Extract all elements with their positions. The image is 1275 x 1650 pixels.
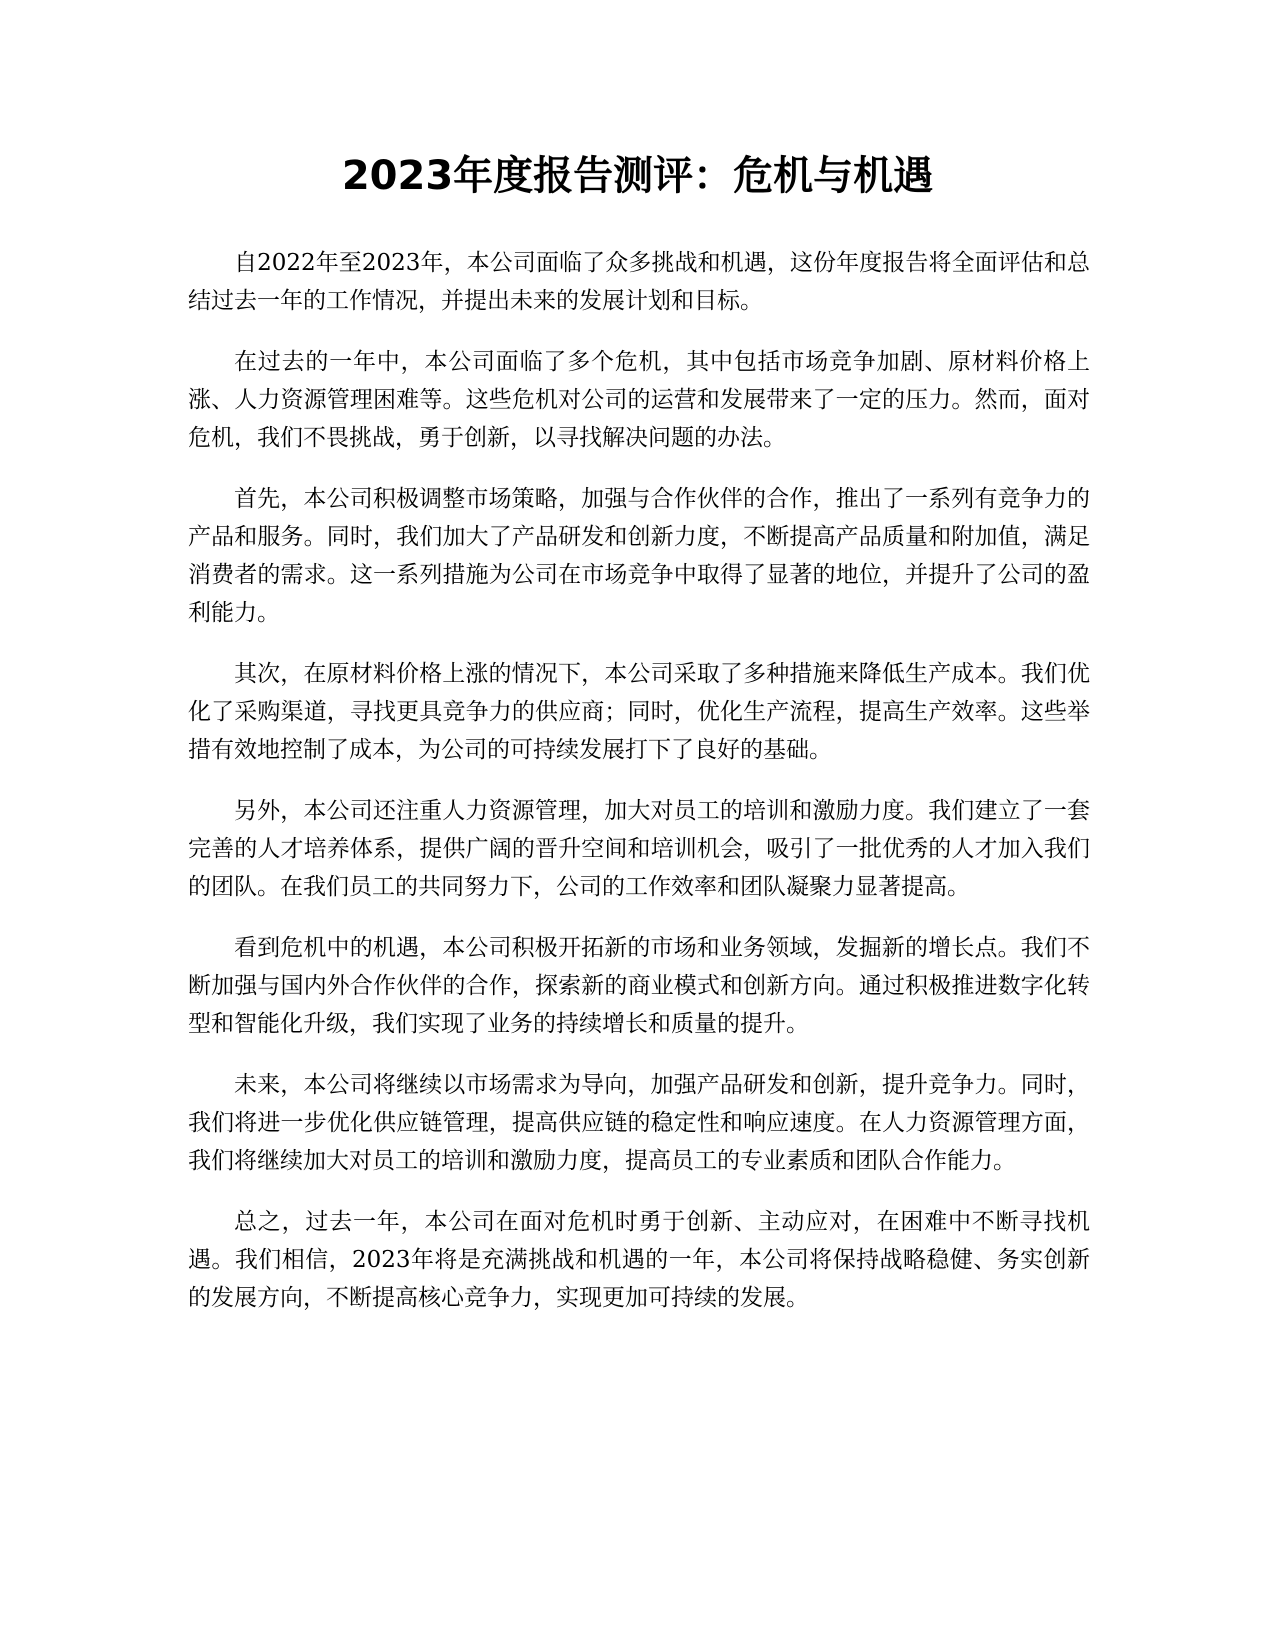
document-title: 2023年度报告测评：危机与机遇 bbox=[341, 153, 934, 199]
paragraph-8: 总之，过去一年，本公司在面对危机时勇于创新、主动应对，在困难中不断寻找机遇。我们相信，2023年将是充满挑战和机遇的一年，本公司将保持战略稳健、务实创新的发展方向，不断提高核心竞争力，实现更加可持续的发展。 bbox=[188, 1209, 1090, 1311]
paragraph-3: 首先，本公司积极调整市场策略，加强与合作伙伴的合作，推出了一系列有竞争力的产品和服务。同时，我们加大了产品研发和创新力度，不断提高产品质量和附加值，满足消费者的需求。这一系列措施为公司在市场竞争中取得了显著的地位，并提升了公司的盈利能力。 bbox=[188, 486, 1090, 626]
paragraph-7: 未来，本公司将继续以市场需求为导向，加强产品研发和创新，提升竞争力。同时，我们将进一步优化供应链管理，提高供应链的稳定性和响应速度。在人力资源管理方面，我们将继续加大对员工的培训和激励力度，提高员工的专业素质和团队合作能力。 bbox=[188, 1072, 1090, 1174]
paragraph-4: 其次，在原材料价格上涨的情况下，本公司采取了多种措施来降低生产成本。我们优化了采购渠道，寻找更具竞争力的供应商；同时，优化生产流程，提高生产效率。这些举措有效地控制了成本，为公司的可持续发展打下了良好的基础。 bbox=[188, 661, 1090, 763]
paragraph-1: 自2022年至2023年，本公司面临了众多挑战和机遇，这份年度报告将全面评估和总结过去一年的工作情况，并提出未来的发展计划和目标。 bbox=[188, 250, 1090, 314]
paragraph-6: 看到危机中的机遇，本公司积极开拓新的市场和业务领域，发掘新的增长点。我们不断加强与国内外合作伙伴的合作，探索新的商业模式和创新方向。通过积极推进数字化转型和智能化升级，我们实现了业务的持续增长和质量的提升。 bbox=[188, 935, 1090, 1037]
document-body bbox=[188, 244, 1090, 1340]
paragraph-5: 另外，本公司还注重人力资源管理，加大对员工的培训和激励力度。我们建立了一套完善的人才培养体系，提供广阔的晋升空间和培训机会，吸引了一批优秀的人才加入我们的团队。在我们员工的共同努力下，公司的工作效率和团队凝聚力显著提高。 bbox=[188, 798, 1090, 900]
paragraph-2: 在过去的一年中，本公司面临了多个危机，其中包括市场竞争加剧、原材料价格上涨、人力资源管理困难等。这些危机对公司的运营和发展带来了一定的压力。然而，面对危机，我们不畏挑战，勇于创新，以寻找解决问题的办法。 bbox=[188, 349, 1090, 451]
